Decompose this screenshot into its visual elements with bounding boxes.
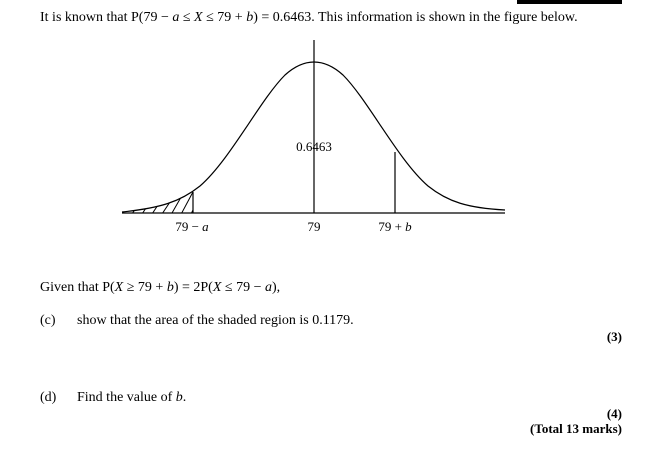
given-part: Given that P( [40, 280, 115, 295]
part-d-text-start: Find the value of [77, 390, 176, 405]
total-marks: (Total 13 marks) [530, 421, 622, 436]
center-probability-label: 0.6463 [296, 139, 332, 154]
given-part: ) = 2P( [173, 280, 213, 295]
intro-var-x: X [194, 10, 203, 25]
given-var-b: b [166, 280, 174, 295]
tick-label-left: 79 − a [175, 219, 209, 234]
part-d-text-end: . [182, 390, 187, 405]
part-d-var-b: b [175, 390, 183, 405]
given-var-x: X [212, 280, 222, 295]
given-statement [40, 280, 280, 296]
part-d-marks: (4) [606, 406, 622, 421]
given-var-a: a [264, 280, 272, 295]
intro-part: It is known that P(79 − [40, 10, 173, 25]
intro-part: ≤ 79 + [202, 10, 247, 25]
part-d-label: (d) [40, 390, 57, 405]
part-c-marks: (3) [606, 329, 622, 344]
given-part: ≤ 79 − [221, 280, 265, 295]
given-var-x: X [114, 280, 124, 295]
given-part: ≥ 79 + [123, 280, 167, 295]
intro-part: ≤ [179, 10, 195, 25]
part-c-label: (c) [40, 313, 56, 328]
intro-part: ) = 0.6463. This information is shown in the figure below. [253, 10, 578, 25]
tick-label-right: 79 + b [378, 219, 412, 234]
tick-label-center: 79 [307, 219, 321, 234]
part-c-text: show that the area of the shaded region is 0.1179. [77, 313, 354, 328]
intro-var-b: b [246, 10, 254, 25]
intro-var-a: a [172, 10, 180, 25]
part-d-text [77, 390, 186, 406]
given-part: ), [271, 280, 281, 295]
